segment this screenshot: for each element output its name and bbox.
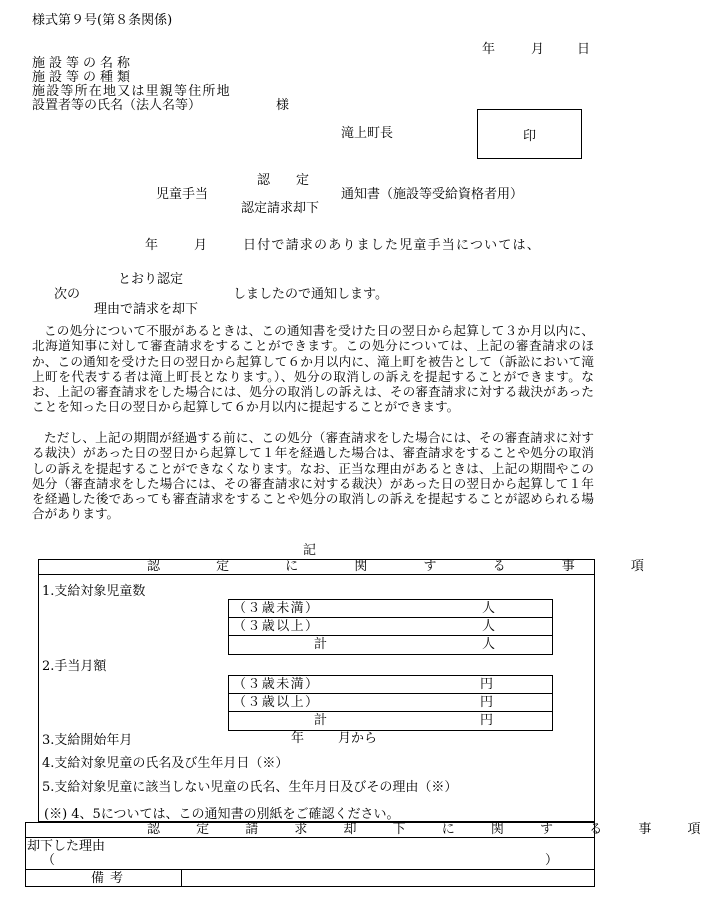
sender-name: 滝上町長 [341, 126, 394, 141]
intro-option-reject: 理由で請求を却下 [94, 302, 199, 317]
title-child-allowance: 児童手当 [156, 187, 209, 202]
honorific: 様 [276, 98, 290, 113]
intro-next: 次の [54, 287, 81, 302]
monthly-amount-divider-1 [228, 693, 553, 694]
facility-name-label: 施設等の名称 [32, 56, 135, 71]
remarks-divider [25, 869, 595, 870]
attachment-note: (※) 4、5については、この通知書の別紙をご確認ください。 [44, 807, 400, 822]
monthly-amount-divider-2 [228, 711, 553, 712]
form-number: 様式第９号(第８条関係) [32, 13, 173, 28]
remarks-column-divider [181, 869, 182, 886]
intro-month: 月 [194, 238, 208, 253]
ki-label: 記 [303, 543, 317, 558]
start-month-label: 月から [338, 731, 378, 746]
facility-type-label: 施設等の種類 [32, 70, 135, 85]
date-month-label: 月 [531, 42, 545, 57]
facility-address-label: 施設等所在地又は里親等住所地 [32, 84, 231, 99]
child-count-under3-label: （３歳未満） [233, 601, 320, 616]
start-year-label: 年 [291, 731, 305, 746]
amount-total-label: 計 [314, 713, 328, 728]
date-year-label: 年 [482, 42, 496, 57]
section-header-divider [38, 574, 595, 575]
intro-text: 日付で請求のありました児童手当については、 [243, 238, 541, 253]
approval-section-header: 認 定 に 関 す る 事 項 [147, 559, 670, 574]
remarks-label: 備考 [91, 871, 130, 886]
child-count-over3-label: （３歳以上） [233, 619, 320, 634]
amount-under3-label: （３歳未満） [233, 677, 320, 692]
amount-under3-unit: 円 [480, 677, 494, 692]
amount-total-unit: 円 [480, 713, 494, 728]
seal-label: 印 [522, 129, 536, 144]
item3-label: 3.支給開始年月 [42, 733, 133, 748]
rejection-section-header: 認 定 請 求 却 下 に 関 す る 事 項 [147, 822, 716, 837]
rejection-reason-label: 却下した理由 [27, 839, 106, 854]
appeal-proviso-paragraph: ただし、上記の期間が経過する前に、この処分（審査請求をした場合には、その審査請求に対する裁決）があった日の翌日から起算して１年を経過した場合は、審査請求をすることや処分の取消しの訴えを提起することができなくなります。なお、正当な理由があるときは、上記の期間やこの処分（審査請求をした場合には、その審査請求に対する裁決）があった日の翌日から起算して１年を経過した後であっても審査請求をすることや処分の取消しの訴えを提起することが認められる場合があります。 [32, 430, 594, 522]
child-count-divider-2 [228, 635, 553, 636]
founder-name-label: 設置者等の氏名（法人名等） [32, 98, 202, 113]
child-count-divider-1 [228, 617, 553, 618]
rejection-header-divider [25, 837, 595, 838]
item4-label: 4.支給対象児童の氏名及び生年月日（※） [42, 756, 289, 771]
amount-over3-label: （３歳以上） [233, 695, 320, 710]
seal-box [477, 109, 582, 159]
reason-paren-close: ） [545, 853, 559, 868]
child-count-total-unit: 人 [482, 637, 496, 652]
reason-paren-open: （ [42, 853, 56, 868]
title-notice: 通知書（施設等受給資格者用） [341, 187, 524, 202]
item1-label: 1.支給対象児童数 [42, 584, 146, 599]
title-approve: 認 定 [257, 173, 310, 188]
child-count-under3-unit: 人 [482, 601, 496, 616]
intro-option-approve: とおり認定 [118, 272, 184, 287]
intro-year: 年 [145, 238, 159, 253]
date-day-label: 日 [577, 42, 591, 57]
item2-label: 2.手当月額 [42, 659, 107, 674]
child-count-over3-unit: 人 [482, 619, 496, 634]
appeal-paragraph: この処分について不服があるときは、この通知書を受けた日の翌日から起算して３か月以内に、北海道知事に対して審査請求をすることができます。この処分については、上記の審査請求のほか、この通知を受けた日の翌日から起算して６か月以内に、滝上町を被告として（訴訟において滝上町を代表する者は滝上町長となります。）、処分の取消しの訴えを提起することができます。なお、上記の審査請求をした場合には、処分の取消しの訴えは、その審査請求に対する裁決があったことを知った日の翌日から起算して６か月以内に提起することができます。 [32, 323, 594, 415]
intro-tail: しましたので通知します。 [233, 287, 388, 302]
item5-label: 5.支給対象児童に該当しない児童の氏名、生年月日及びその理由（※） [42, 780, 458, 795]
child-count-total-label: 計 [314, 637, 328, 652]
title-reject: 認定請求却下 [241, 201, 320, 216]
amount-over3-unit: 円 [480, 695, 494, 710]
